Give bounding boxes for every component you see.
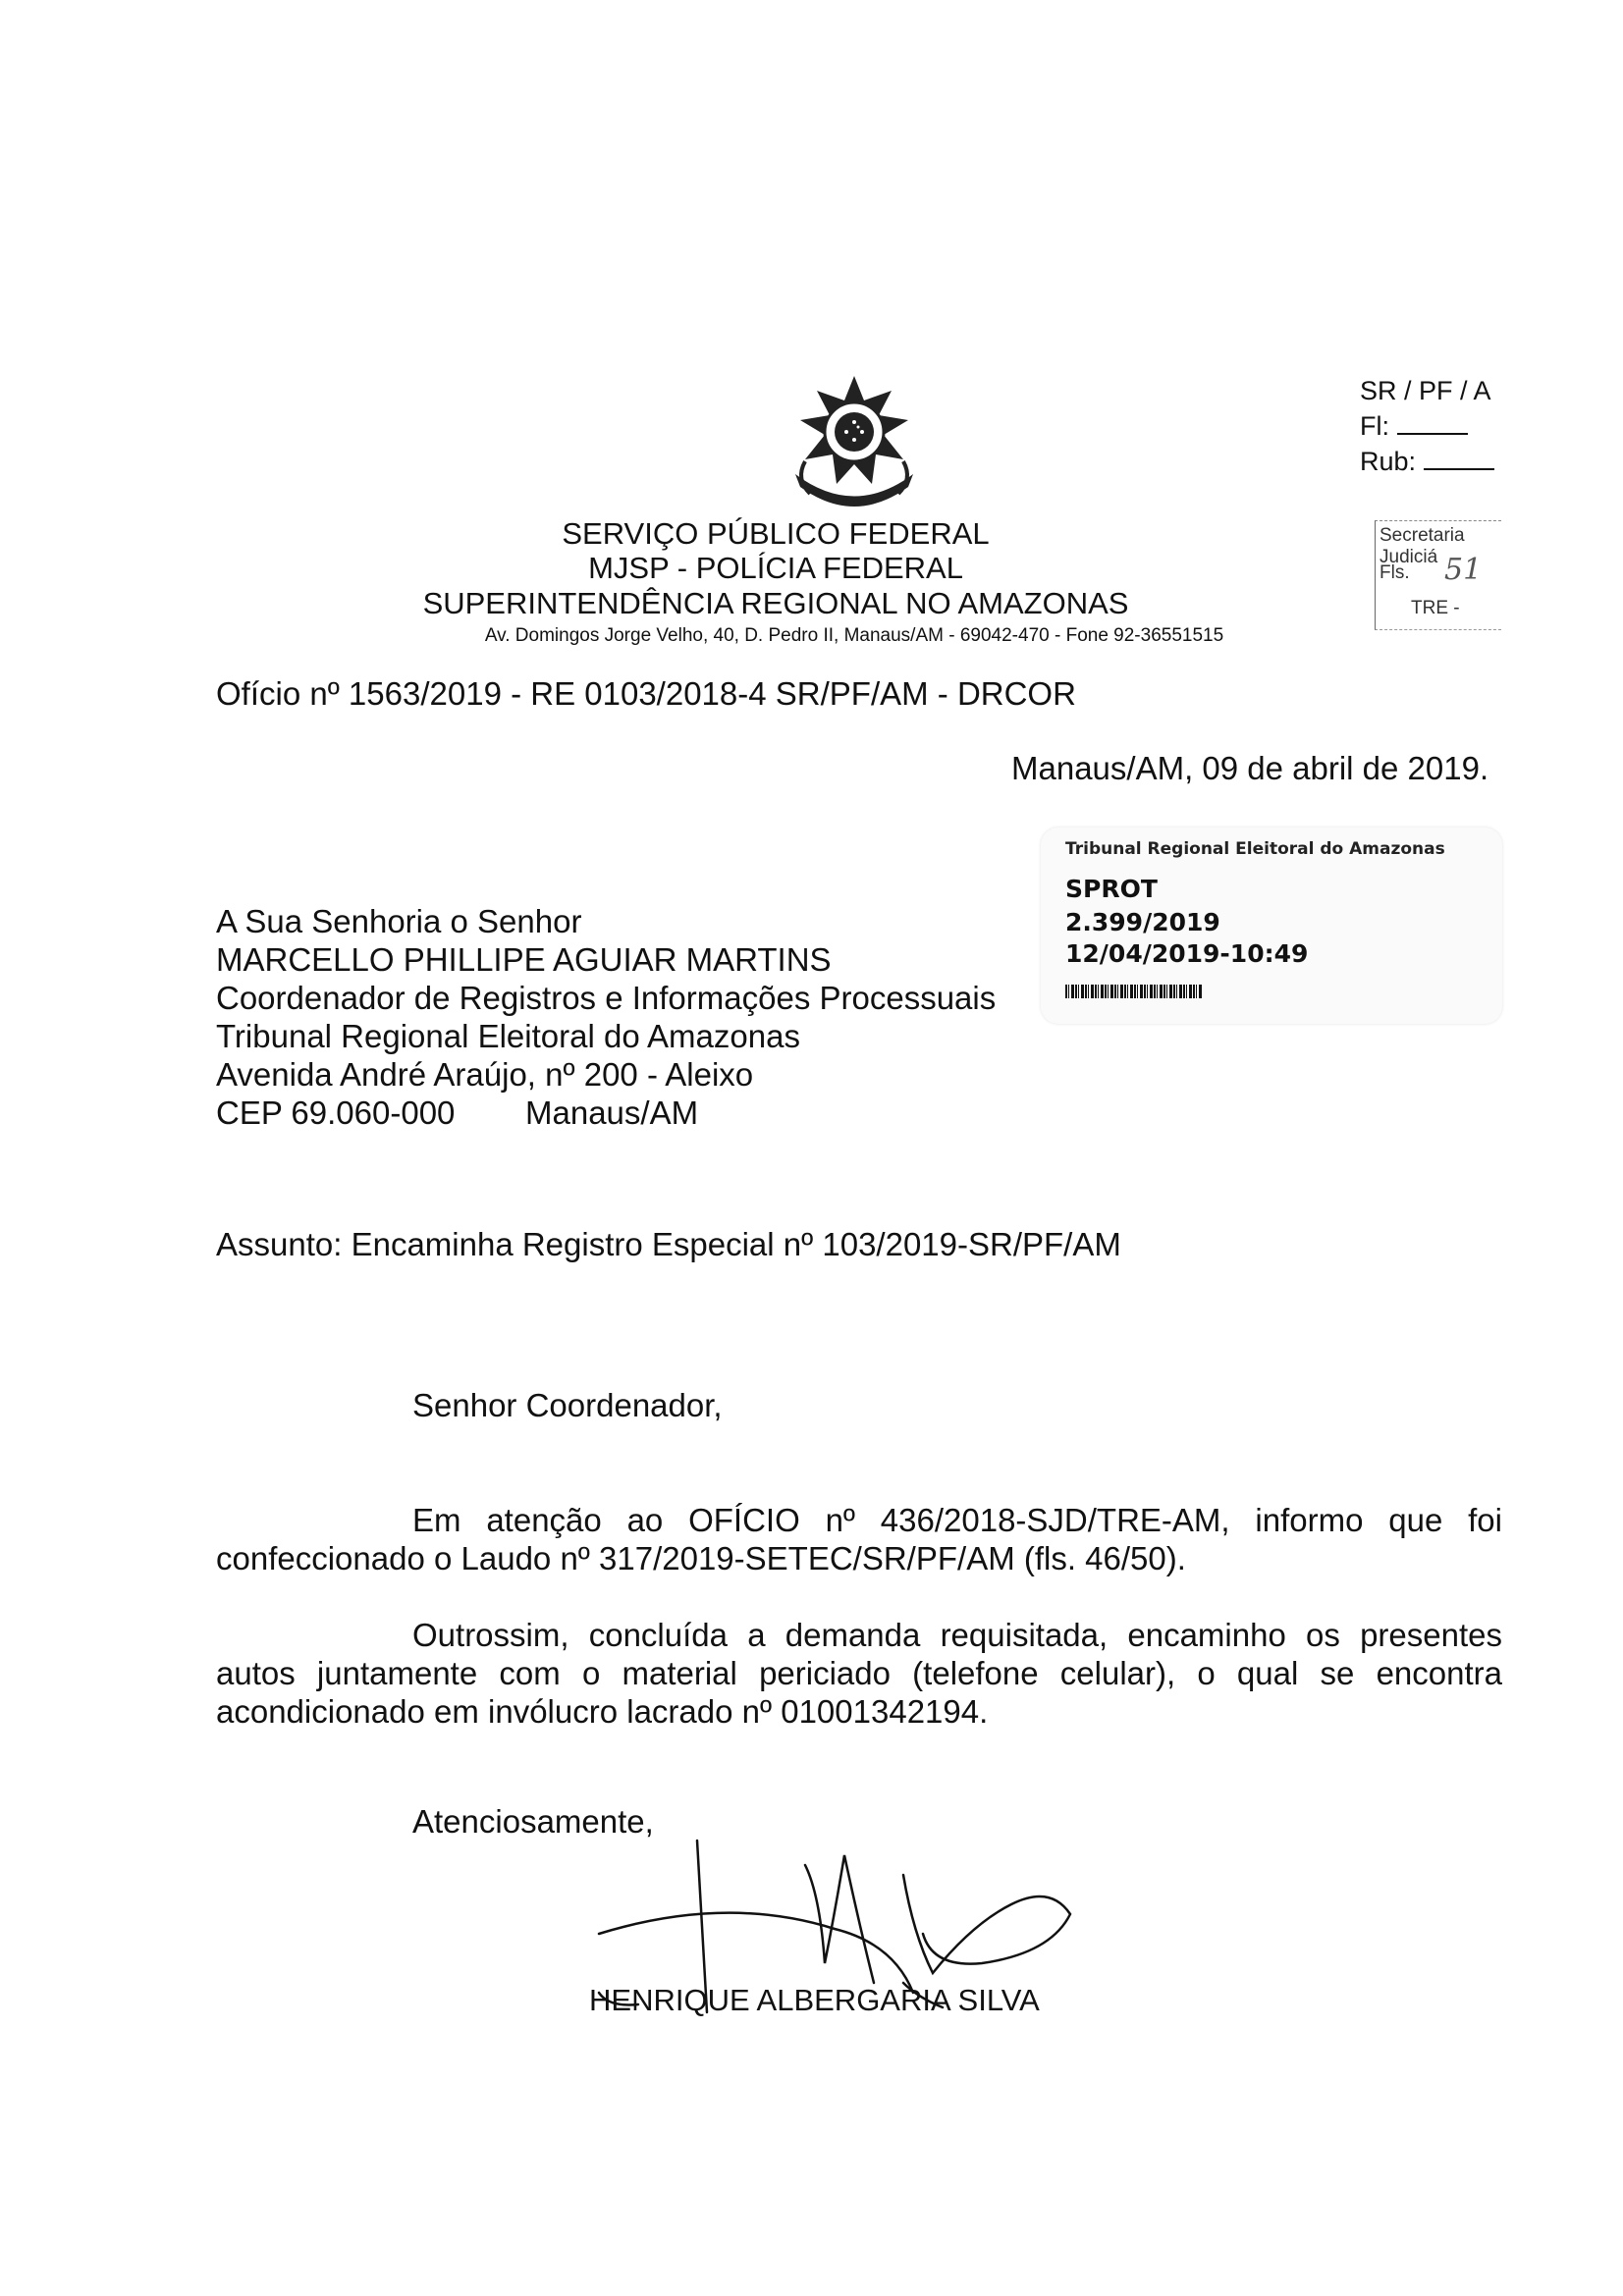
addressee-city: Manaus/AM: [525, 1095, 699, 1131]
addressee-institution: Tribunal Regional Eleitoral do Amazonas: [216, 1018, 800, 1054]
letter-date: Manaus/AM, 09 de abril de 2019.: [1011, 750, 1489, 786]
folio-rub-line: [1424, 451, 1494, 470]
brazil-coat-of-arms-icon: [776, 371, 933, 518]
folio-unit: SR / PF / A: [1360, 376, 1491, 405]
body-paragraph-1: Em atenção ao OFÍCIO nº 436/2018-SJD/TRE-AM, informo que foi confeccionado o Laudo nº 317/2019-SETEC/SR/PF/AM (fls. 46/50).: [216, 1502, 1502, 1576]
header-address: Av. Domingos Jorge Velho, 40, D. Pedro II, Manaus/AM - 69042-470 - Fone 92-36551515: [484, 625, 1224, 646]
receipt-title: Tribunal Regional Eleitoral do Amazonas: [1065, 839, 1445, 859]
addressee-street: Avenida André Araújo, nº 200 - Aleixo: [216, 1056, 754, 1093]
stamp-title: Secretaria Judiciá: [1380, 525, 1465, 567]
stamp-fls-label: Fls.: [1380, 562, 1410, 583]
addressee-greeting: A Sua Senhoria o Senhor: [216, 903, 582, 939]
secretaria-judiciaria-stamp: [1375, 520, 1501, 630]
addressee-position: Coordenador de Registros e Informações Processuais: [216, 980, 997, 1016]
stamp-tre: TRE -: [1411, 598, 1460, 618]
receipt-number: 2.399/2019: [1065, 908, 1220, 936]
letter-closing: Atenciosamente,: [412, 1803, 654, 1840]
folio-fl-label: Fl:: [1360, 411, 1389, 441]
body-paragraph-2: Outrossim, concluída a demanda requisitada, encaminho os presentes autos juntamente com o material periciado (telefone celular), o qual se encontra acondicionado em invólucro lacrado nº 01001342194.: [216, 1617, 1502, 1730]
folio-corner-block: [1360, 373, 1494, 479]
stamp-fls-value: 51: [1444, 553, 1483, 587]
protocol-receipt-label: [1041, 828, 1502, 1024]
receipt-sector: SPROT: [1065, 875, 1158, 903]
folio-rub-label: Rub:: [1360, 447, 1417, 476]
addressee-name: MARCELLO PHILLIPE AGUIAR MARTINS: [216, 941, 832, 978]
header-ministry-title: MJSP - POLÍCIA FEDERAL: [588, 551, 963, 585]
oficio-reference: Ofício nº 1563/2019 - RE 0103/2018-4 SR/PF/AM - DRCOR: [216, 675, 1076, 712]
letter-salutation: Senhor Coordenador,: [412, 1387, 723, 1423]
letter-subject: Assunto: Encaminha Registro Especial nº 103/2019-SR/PF/AM: [216, 1226, 1121, 1262]
header-service-title: SERVIÇO PÚBLICO FEDERAL: [562, 516, 990, 551]
signatory-name: HENRIQUE ALBERGARIA SILVA: [589, 1983, 1040, 2017]
addressee-cep: CEP 69.060-000: [216, 1095, 456, 1131]
receipt-timestamp: 12/04/2019-10:49: [1065, 939, 1309, 968]
receipt-barcode: [1065, 985, 1203, 998]
header-superintendence-title: SUPERINTENDÊNCIA REGIONAL NO AMAZONAS: [422, 586, 1129, 620]
folio-fl-line: [1397, 415, 1468, 435]
